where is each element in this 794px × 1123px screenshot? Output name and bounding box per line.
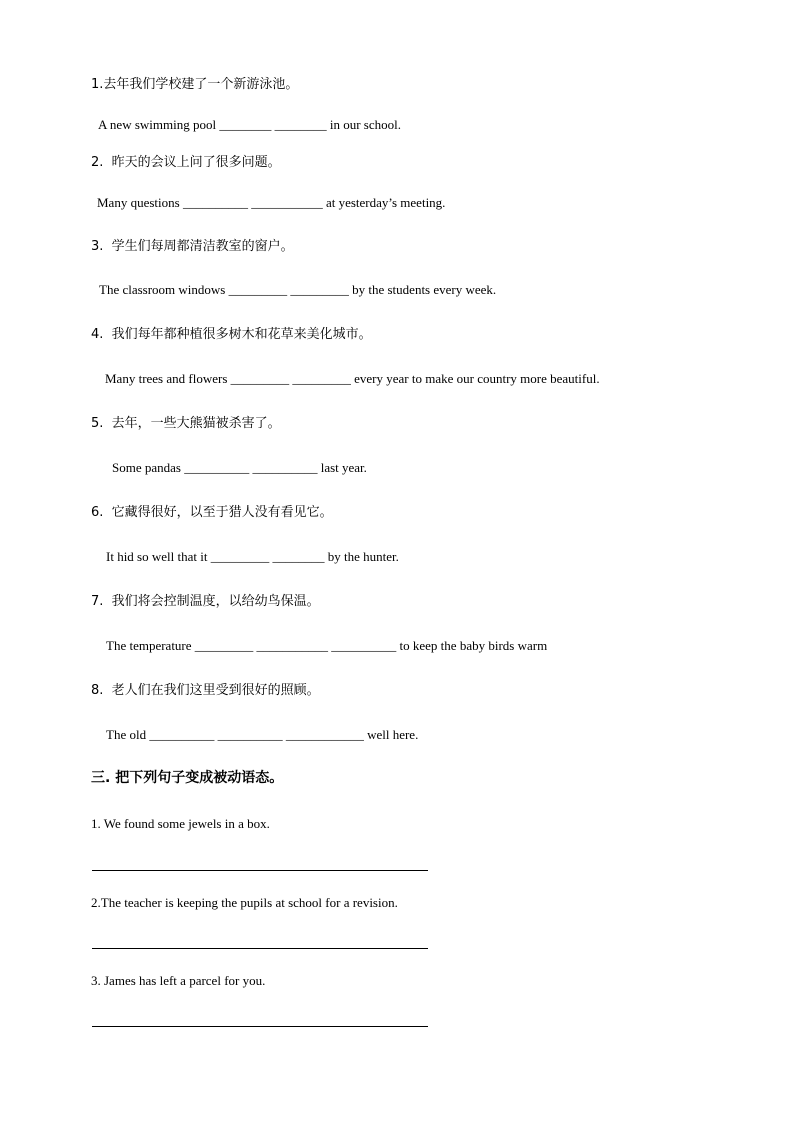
question-8-english: The old __________ __________ ____________ well here. (106, 727, 419, 742)
question-7-english: The temperature _________ ___________ __________ to keep the baby birds warm (106, 638, 548, 653)
question-4-english: Many trees and flowers _________ _________ every year to make our country more beautiful. (105, 371, 600, 386)
question-1-english: A new swimming pool ________ ________ in our school. (98, 117, 401, 132)
section-3-heading: 三. 把下列句子变成被动语态。 (91, 770, 284, 786)
answer-line-2 (92, 948, 428, 949)
question-4-chinese: 4. 我们每年都种植很多树木和花草来美化城市。 (91, 327, 372, 342)
question-3-chinese: 3. 学生们每周都清洁教室的窗户。 (91, 239, 294, 254)
rewrite-item-1: 1. We found some jewels in a box. (91, 816, 270, 831)
question-5-chinese: 5. 去年，一些大熊猫被杀害了。 (91, 416, 281, 431)
question-6-chinese: 6. 它藏得很好，以至于猎人没有看见它。 (91, 505, 333, 520)
question-6-english: It hid so well that it _________ ________ by the hunter. (106, 549, 399, 564)
question-1-chinese: 1.去年我们学校建了一个新游泳池。 (91, 77, 299, 92)
answer-line-3 (92, 1026, 428, 1027)
question-3-english: The classroom windows _________ _________ by the students every week. (99, 282, 497, 297)
question-2-english: Many questions __________ ___________ at yesterday’s meeting. (97, 195, 446, 210)
rewrite-item-2: 2.The teacher is keeping the pupils at school for a revision. (91, 895, 398, 910)
question-7-chinese: 7. 我们将会控制温度，以给幼鸟保温。 (91, 594, 320, 609)
rewrite-item-3: 3. James has left a parcel for you. (91, 973, 266, 988)
question-5-english: Some pandas __________ __________ last year. (112, 460, 367, 475)
answer-line-1 (92, 870, 428, 871)
question-8-chinese: 8. 老人们在我们这里受到很好的照顾。 (91, 683, 320, 698)
question-2-chinese: 2. 昨天的会议上问了很多问题。 (91, 155, 281, 170)
